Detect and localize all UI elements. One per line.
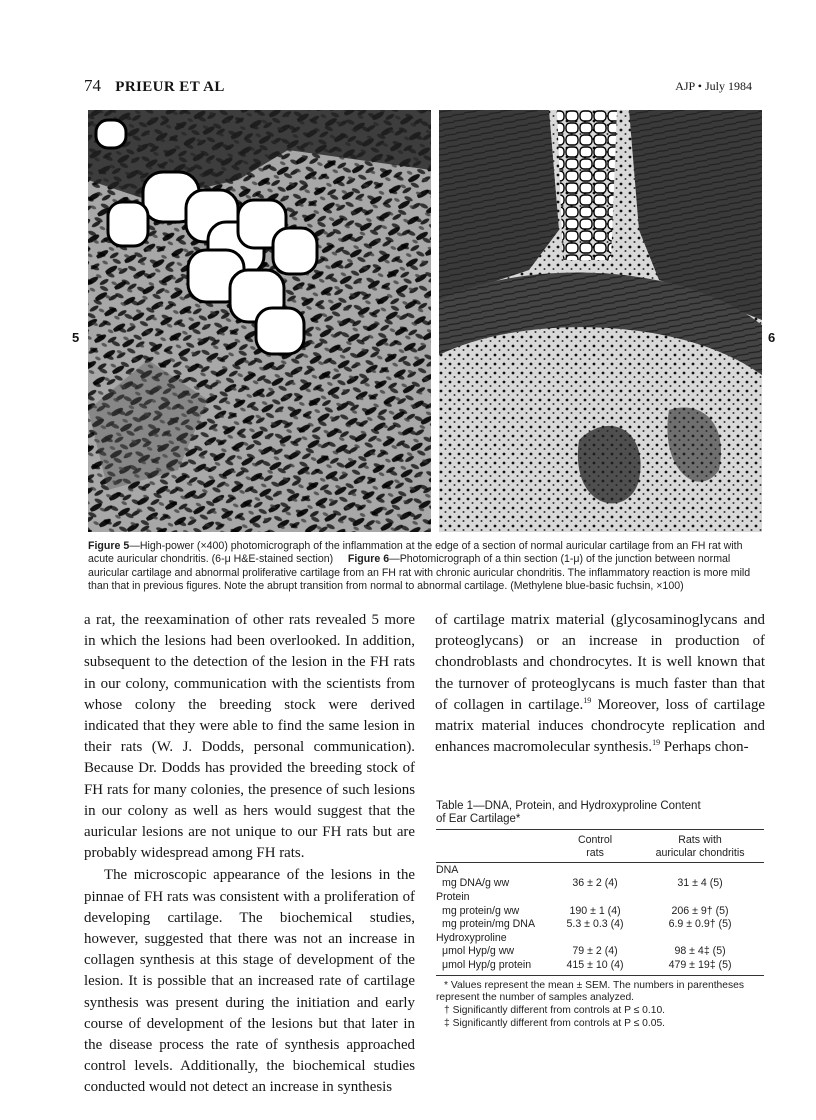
column-header-rats	[636, 830, 764, 859]
figure-5-label: Figure 5	[88, 540, 130, 552]
figure-6-label: Figure 6	[347, 553, 390, 566]
running-authors: PRIEUR ET AL	[115, 79, 225, 95]
row-label: mg protein/mg DNA	[442, 918, 536, 931]
figure-6-caption-text: —Photomicrograph of a thin section (1-μ) of the junction between normal auricular cartilage and abnormal proliferative cartilage from an FH rat with chronic auricular chondritis. The inflammatory reaction is more mild than that in previous figures. Note the abrupt transition from normal to abnormal cartilage. (Methylene blue-basic fuchsin, ×100)	[88, 553, 751, 593]
figure-5-photomicrograph	[88, 110, 431, 532]
body-text: Moreover, loss of cartilage matrix material induces chondrocyte replication and enhances macromolecular synthesis.	[435, 696, 765, 756]
row-label: μmol Hyp/g protein	[442, 958, 532, 971]
cell-control: 5.3 ± 0.3 (4)	[566, 918, 624, 931]
body-text: Perhaps chon-	[660, 739, 749, 756]
cell-rats: 31 ± 4 (5)	[677, 877, 723, 890]
column-header-text: rats	[586, 846, 604, 859]
body-column-right	[435, 610, 765, 758]
table-row	[436, 863, 764, 877]
cell-rats: 479 ± 19‡ (5)	[668, 958, 732, 971]
reference-marker: 19	[583, 695, 592, 705]
row-group-label: Hydroxyproline	[436, 931, 507, 944]
body-text: of cartilage matrix material (glycosaminoglycans and proteoglycans) or an increase in production of chondroblasts and chondrocytes. It is well known that the turnover of proteoglycans is much faster than that of collagen in cartilage.	[435, 612, 765, 713]
running-header-left	[84, 76, 225, 96]
table-rule	[436, 975, 764, 976]
cell-control: 79 ± 2 (4)	[572, 945, 618, 958]
figure-6-image	[439, 110, 762, 532]
table-row	[436, 890, 764, 904]
column-header-text: Control	[577, 834, 613, 846]
body-paragraph	[435, 610, 765, 758]
table-row	[436, 904, 764, 918]
body-paragraph: The microscopic appearance of the lesions in the pinnae of FH rats was consistent with a proliferation of developing cartilage. The biochemical studies, however, suggested that there was not an increase in collagen synthesis at this stage of development of the lesion. It is possible that an increased rate of cartilage synthesis was present during the initiation and early course of development of the lesions but that later in the disease process the rate of synthesis approached control levels. Additionally, the biochemical studies conducted would not detect an increase in synthesis	[84, 867, 415, 1096]
reference-marker: 19	[652, 738, 661, 748]
figure-5-caption-text: —High-power (×400) photomicrograph of the inflammation at the edge of a section of normal auricular cartilage from an FH rat with acute auricular chondritis. (6-μ H&E-stained section)	[88, 540, 743, 566]
figure-6-photomicrograph	[439, 110, 762, 532]
table-title-line: Table 1—DNA, Protein, and Hydroxyproline Content	[436, 800, 701, 812]
table-footnote: † Significantly different from controls at P ≤ 0.10.	[444, 1004, 666, 1016]
table-1	[436, 800, 764, 1030]
table-row	[436, 917, 764, 931]
row-label: μmol Hyp/g ww	[442, 945, 515, 958]
table-row	[436, 945, 764, 959]
table-footnote: ‡ Significantly different from controls at P ≤ 0.05.	[444, 1017, 666, 1029]
column-header-text: Rats with	[678, 834, 722, 846]
table-title-line: of Ear Cartilage*	[436, 813, 521, 825]
data-table	[436, 830, 764, 976]
table-footnotes	[436, 980, 764, 1030]
cell-control: 190 ± 1 (4)	[569, 904, 621, 917]
row-group-label: Protein	[436, 890, 470, 903]
page-number: 74	[84, 76, 101, 95]
figure-5-image	[88, 110, 431, 532]
table-row	[436, 931, 764, 945]
cell-rats: 6.9 ± 0.9† (5)	[668, 918, 732, 931]
cell-control: 415 ± 10 (4)	[566, 958, 624, 971]
row-label: mg DNA/g ww	[442, 877, 510, 890]
table-row	[436, 958, 764, 972]
table-footnote: * Values represent the mean ± SEM. The numbers in parentheses represent the number of samples analyzed.	[436, 979, 745, 1004]
column-header-text: auricular chondritis	[655, 846, 745, 859]
body-column-left	[84, 610, 415, 1099]
figure-5-number: 5	[72, 330, 80, 345]
table-title	[436, 800, 764, 826]
row-group-label: DNA	[436, 863, 459, 876]
figure-caption	[88, 540, 764, 594]
column-header-control	[554, 830, 636, 859]
cell-rats: 98 ± 4‡ (5)	[674, 945, 726, 958]
row-label: mg protein/g ww	[442, 904, 520, 917]
body-paragraph: a rat, the reexamination of other rats revealed 5 more in which the lesions had been overlooked. In addition, subsequent to the detection of the lesion in the FH rats in our colony, communication with the scientists from whose colony the breeding stock were derived indicated that they were able to find the same lesion in their rats (W. J. Dodds, personal communication). Because Dr. Dodds has provided the breeding stock of FH rats for many colonies, the presence of such lesions in our colony as well as hers would suggest that the auricular lesions are not unique to our FH rats but are probably widespread among FH rats.	[84, 612, 415, 862]
figure-6-number: 6	[768, 330, 776, 345]
table-row	[436, 877, 764, 891]
journal-issue: AJP • July 1984	[675, 79, 752, 93]
cell-rats: 206 ± 9† (5)	[671, 904, 729, 917]
cell-control: 36 ± 2 (4)	[572, 877, 618, 890]
